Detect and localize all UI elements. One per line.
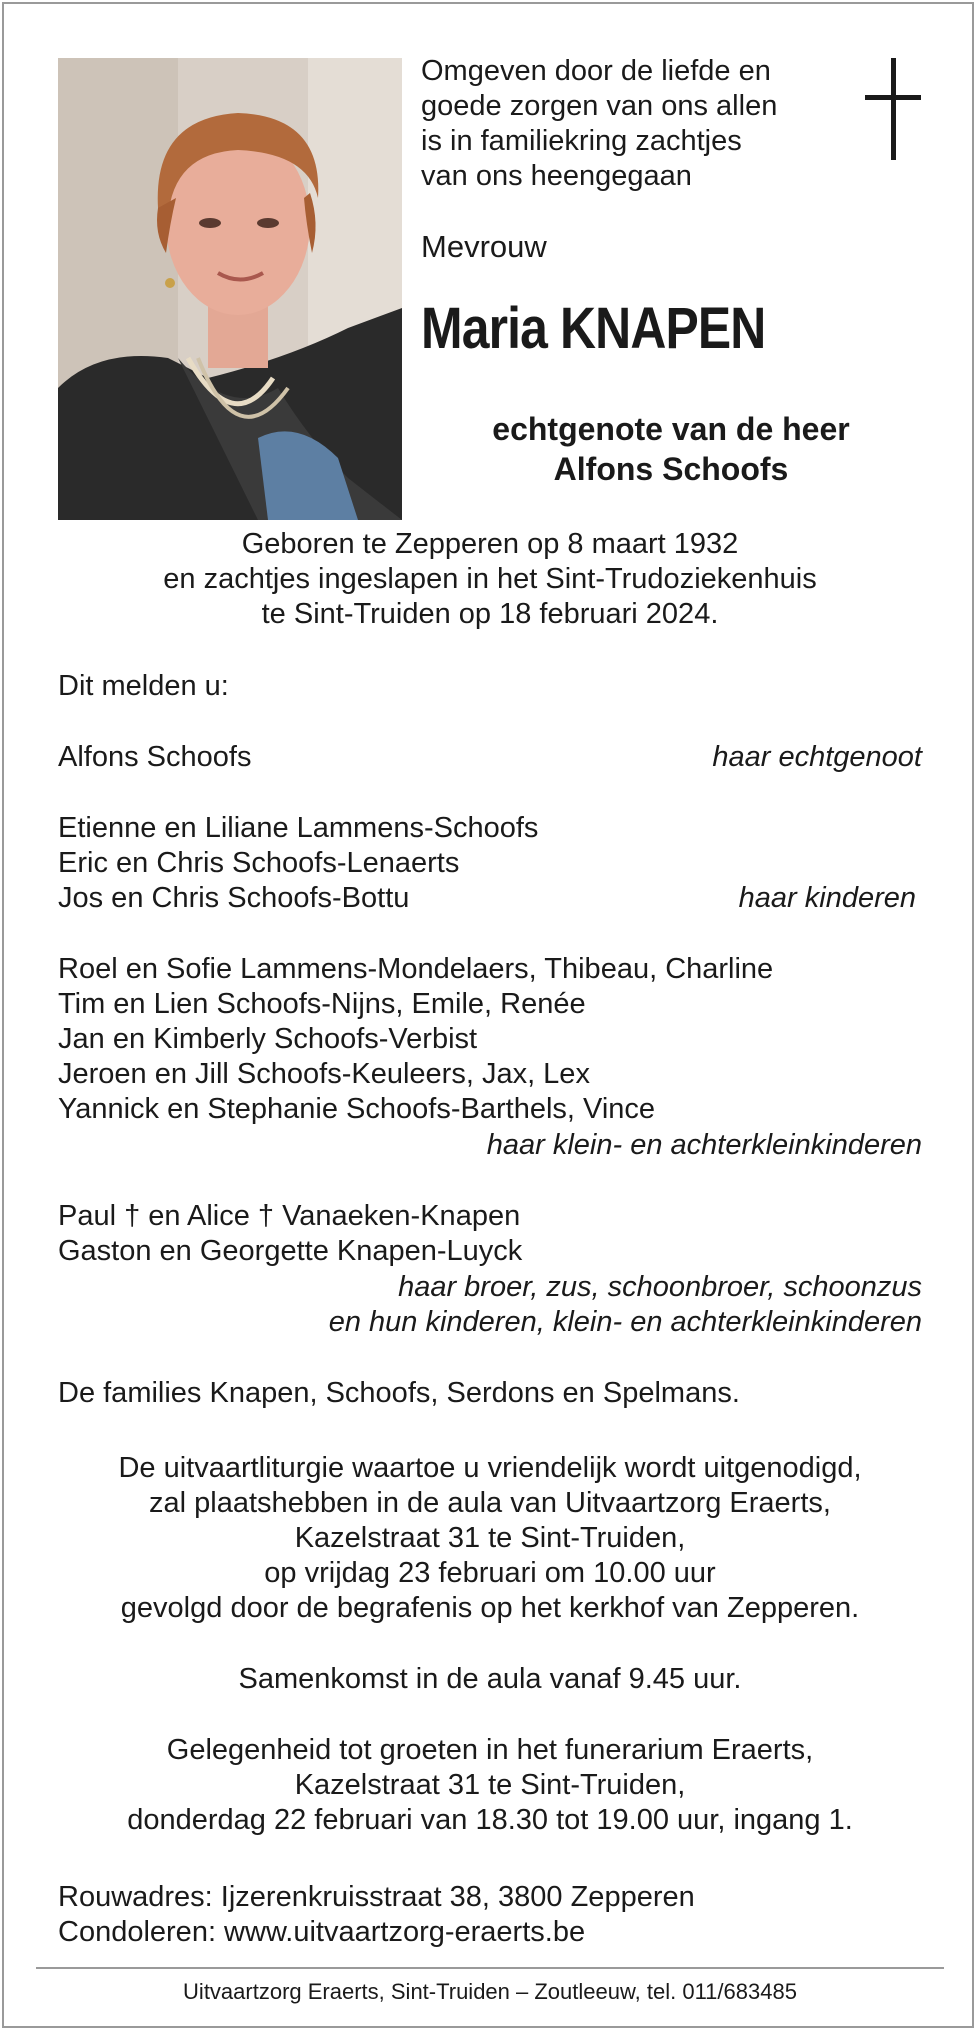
liturgy-line: Kazelstraat 31 te Sint-Truiden, <box>294 1522 686 1554</box>
spouse-line: echtgenote van de heer <box>492 411 850 447</box>
birth-line: te Sint-Truiden op 18 februari 2024. <box>261 598 719 630</box>
spouse-block <box>421 409 921 489</box>
liturgy-line: zal plaatshebben in de aula van Uitvaartzorg Eraerts, <box>149 1487 831 1519</box>
announce-text: Dit melden u: <box>58 670 229 702</box>
intro-text <box>421 54 841 194</box>
sibling-name: Paul † en Alice † Vanaeken-Knapen <box>58 1200 521 1232</box>
intro-line: is in familiekring zachtjes <box>421 125 742 157</box>
grandchild-name: Tim en Lien Schoofs-Nijns, Emile, Renée <box>58 988 586 1020</box>
sibling-name: Gaston en Georgette Knapen-Luyck <box>58 1235 523 1267</box>
cross-icon <box>865 58 921 160</box>
intro-line: goede zorgen van ons allen <box>421 90 778 122</box>
greeting-line: Gelegenheid tot groeten in het funerarium Eraerts, <box>166 1734 814 1766</box>
grandchild-name: Roel en Sofie Lammens-Mondelaers, Thibeau, Charline <box>58 953 774 985</box>
spouse-name: Alfons Schoofs <box>553 451 789 487</box>
siblings-role: en hun kinderen, klein- en achterkleinkinderen <box>328 1306 922 1338</box>
greeting-line: Kazelstraat 31 te Sint-Truiden, <box>294 1769 686 1801</box>
footer-divider <box>36 1967 944 1969</box>
birth-line: Geboren te Zepperen op 8 maart 1932 <box>241 528 739 560</box>
husband-role: haar echtgenoot <box>712 741 922 773</box>
liturgy-text <box>58 1451 922 1626</box>
child-name: Jos en Chris Schoofs-Bottu <box>58 882 410 914</box>
intro-line: van ons heengegaan <box>421 160 692 192</box>
grandchild-name: Yannick en Stephanie Schoofs-Barthels, Vince <box>58 1093 656 1125</box>
liturgy-line: De uitvaartliturgie waartoe u vriendelijk wordt uitgenodigd, <box>118 1452 862 1484</box>
families-text: De families Knapen, Schoofs, Serdons en Spelmans. <box>58 1377 740 1409</box>
condolence-link[interactable]: Condoleren: www.uitvaartzorg-eraerts.be <box>58 1916 586 1948</box>
gathering-text: Samenkomst in de aula vanaf 9.45 uur. <box>238 1663 742 1695</box>
greeting-line: donderdag 22 februari van 18.30 tot 19.00 uur, ingang 1. <box>127 1804 853 1836</box>
portrait-photo <box>58 58 402 520</box>
birth-line: en zachtjes ingeslapen in het Sint-Trudoziekenhuis <box>163 563 817 595</box>
birth-death-text <box>58 527 922 632</box>
liturgy-line: op vrijdag 23 februari om 10.00 uur <box>264 1557 716 1589</box>
footer-text: Uitvaartzorg Eraerts, Sint-Truiden – Zoutleeuw, tel. 011/683485 <box>183 1979 797 2004</box>
child-name: Eric en Chris Schoofs-Lenaerts <box>58 847 460 879</box>
grandchild-name: Jan en Kimberly Schoofs-Verbist <box>58 1023 478 1055</box>
greeting-text <box>58 1733 922 1838</box>
husband-name: Alfons Schoofs <box>58 741 252 773</box>
children-role: haar kinderen <box>738 882 916 914</box>
deceased-name: Maria KNAPEN <box>421 296 766 361</box>
grandchild-name: Jeroen en Jill Schoofs-Keuleers, Jax, Lex <box>58 1058 590 1090</box>
child-name: Etienne en Liliane Lammens-Schoofs <box>58 812 539 844</box>
honorific: Mevrouw <box>421 229 547 264</box>
liturgy-line: gevolgd door de begrafenis op het kerkhof van Zepperen. <box>120 1592 860 1624</box>
intro-line: Omgeven door de liefde en <box>421 55 771 87</box>
siblings-role: haar broer, zus, schoonbroer, schoonzus <box>398 1271 922 1303</box>
mourning-address: Rouwadres: Ijzerenkruisstraat 38, 3800 Zepperen <box>58 1881 695 1913</box>
grandchildren-role: haar klein- en achterkleinkinderen <box>486 1129 922 1161</box>
